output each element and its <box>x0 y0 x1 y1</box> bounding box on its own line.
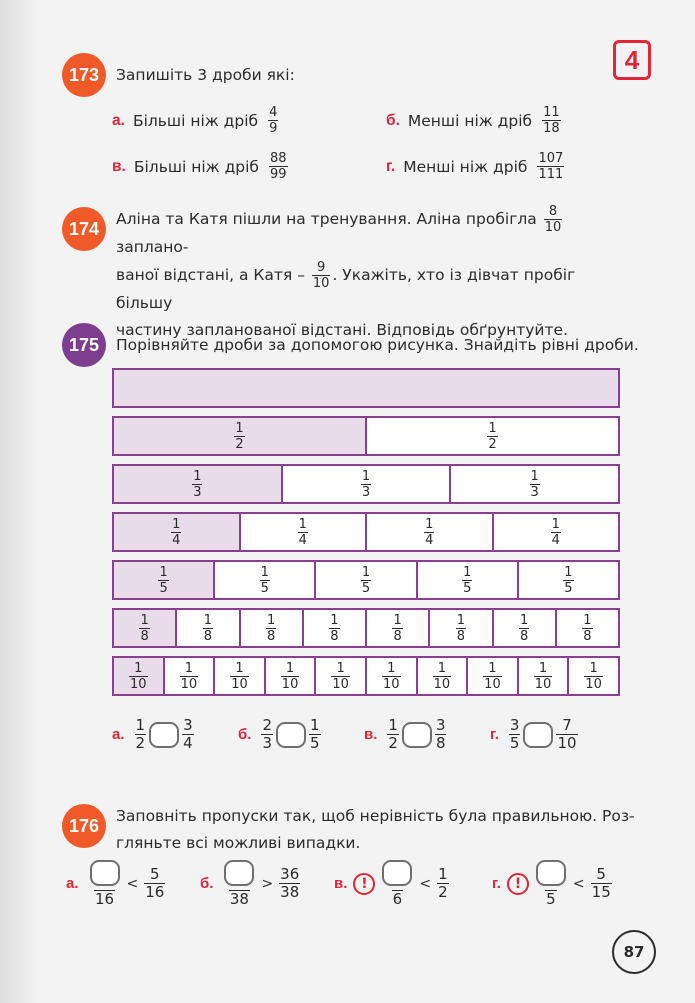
bar-cell <box>451 466 618 502</box>
bar-cell <box>114 514 241 550</box>
inequality-a <box>66 860 167 907</box>
cell-fraction: $\frac{1}{8}$ <box>583 612 592 644</box>
answer-slot[interactable] <box>149 722 179 748</box>
page-gutter-shadow <box>0 0 40 1003</box>
inequality-b <box>200 860 302 907</box>
warning-icon: ! <box>353 873 375 895</box>
bar-cell <box>367 418 618 454</box>
fraction: $\frac{1}{2}$ <box>388 716 398 752</box>
cell-fraction: $\frac{1}{4}$ <box>298 516 307 548</box>
operator: > <box>261 875 274 892</box>
comparison-d <box>490 718 580 751</box>
comparison-c <box>364 718 448 751</box>
task-173-badge: 173 <box>62 53 106 97</box>
cell-fraction: $\frac{1}{2}$ <box>235 420 244 452</box>
fraction: $\frac{5}{16}$ <box>145 865 165 901</box>
fraction-with-slot: 16 <box>89 860 121 907</box>
fraction: $\frac{107}{111}$ <box>538 151 564 182</box>
bar-cell <box>367 658 418 694</box>
bar-cell <box>165 658 216 694</box>
bar-cell <box>418 658 469 694</box>
cell-fraction: $\frac{1}{3}$ <box>361 468 371 500</box>
bar-cell <box>177 610 240 646</box>
fraction: $\frac{8}{10}$ <box>544 204 562 235</box>
item-letter: г. <box>490 726 499 743</box>
item-text: Більші ніж дріб <box>133 157 259 176</box>
task-176-line-1: Заповніть пропуски так, щоб нерівність була правильною. Роз- <box>116 807 635 825</box>
item-letter: а. <box>112 726 125 743</box>
numerator-slot[interactable] <box>224 860 254 886</box>
task-176-badge: 176 <box>62 804 106 848</box>
operator: < <box>126 875 139 892</box>
fraction-bar-2 <box>112 416 620 456</box>
numerator-slot[interactable] <box>536 860 566 886</box>
cell-fraction: $\frac{1}{10}$ <box>281 660 299 692</box>
cell-fraction: $\frac{1}{5}$ <box>564 564 573 596</box>
task-174-badge: 174 <box>62 207 106 251</box>
task-174-text <box>116 205 636 344</box>
bar-cell <box>494 514 619 550</box>
bar-cell <box>316 562 417 598</box>
fraction: $\frac{7}{10}$ <box>557 716 577 752</box>
bar-cell <box>304 610 367 646</box>
cell-fraction: $\frac{1}{8}$ <box>519 612 529 644</box>
task-173-item-c <box>112 152 290 181</box>
fraction: $\frac{1}{2}$ <box>135 716 146 752</box>
fraction: $\frac{3}{4}$ <box>183 716 193 752</box>
cell-fraction: $\frac{1}{4}$ <box>172 516 181 548</box>
cell-fraction: $\frac{1}{10}$ <box>433 660 451 692</box>
item-letter: г. <box>386 157 396 175</box>
answer-slot[interactable] <box>523 722 553 748</box>
fraction-with-slot: 6 <box>381 860 413 907</box>
cell-fraction: $\frac{1}{3}$ <box>530 468 539 500</box>
item-letter: в. <box>334 875 348 892</box>
task-173-text: Запишіть 3 дроби які: <box>116 66 295 84</box>
cell-fraction: $\frac{1}{10}$ <box>534 660 552 692</box>
cell-fraction: $\frac{1}{8}$ <box>456 612 466 644</box>
numerator-slot[interactable] <box>90 860 120 886</box>
cell-fraction: $\frac{1}{10}$ <box>484 660 501 692</box>
page-number: 87 <box>612 930 656 974</box>
task-175-badge: 175 <box>62 323 106 367</box>
fraction-with-slot: 5 <box>535 860 567 907</box>
cell-fraction: $\frac{1}{4}$ <box>551 516 560 548</box>
fraction: $\frac{9}{10}$ <box>312 260 330 291</box>
cell-fraction: $\frac{1}{8}$ <box>393 612 402 644</box>
fraction: $\frac{3}{8}$ <box>435 716 446 752</box>
item-letter: б. <box>238 726 252 743</box>
cell-fraction: $\frac{1}{10}$ <box>231 660 248 692</box>
bar-cell <box>418 562 519 598</box>
whole-bar <box>112 368 620 408</box>
item-letter: а. <box>112 111 125 129</box>
bar-cell <box>241 610 304 646</box>
fraction: $\frac{4}{9}$ <box>269 105 278 136</box>
item-letter: в. <box>112 157 126 175</box>
fraction-bar-8 <box>112 608 620 648</box>
cell-fraction: $\frac{1}{8}$ <box>203 612 213 644</box>
cell-fraction: $\frac{1}{5}$ <box>159 564 168 596</box>
cell-fraction: $\frac{1}{5}$ <box>463 564 472 596</box>
fraction: $\frac{1}{2}$ <box>438 865 448 901</box>
bar-cell <box>519 562 618 598</box>
bar-cell <box>519 658 570 694</box>
bar-cell <box>266 658 317 694</box>
task-173-item-b <box>386 106 563 135</box>
cell-fraction: $\frac{1}{10}$ <box>332 660 349 692</box>
fraction-bar-3 <box>112 464 620 504</box>
task-175-text: Порівняйте дроби за допомогою рисунка. Знайдіть рівні дроби. <box>116 336 639 354</box>
task-173-item-d <box>386 152 566 181</box>
bar-cell <box>430 610 493 646</box>
item-letter: б. <box>386 111 400 129</box>
fraction-bar-4 <box>112 512 620 552</box>
bar-cell <box>114 418 367 454</box>
bar-cell <box>569 658 618 694</box>
bar-cell <box>316 658 367 694</box>
bar-cell <box>114 658 165 694</box>
bar-cell <box>367 610 430 646</box>
bar-cell <box>283 466 452 502</box>
fraction-bar-10 <box>112 656 620 696</box>
cell-fraction: $\frac{1}{5}$ <box>361 564 371 596</box>
item-letter: в. <box>364 726 378 743</box>
cell-fraction: $\frac{1}{10}$ <box>180 660 198 692</box>
item-letter: а. <box>66 875 79 892</box>
task-173-item-a <box>112 106 280 135</box>
cell-fraction: $\frac{1}{8}$ <box>330 612 339 644</box>
comparison-b <box>238 718 323 751</box>
inequality-c <box>334 860 451 907</box>
chapter-badge: 4 <box>613 40 651 80</box>
item-letter: б. <box>200 875 214 892</box>
fraction: $\frac{11}{18}$ <box>543 105 560 136</box>
answer-slot[interactable] <box>276 722 306 748</box>
operator: < <box>419 875 432 892</box>
item-letter: г. <box>492 875 501 892</box>
cell-fraction: $\frac{1}{10}$ <box>382 660 400 692</box>
task-174-line-1: Аліна та Катя пішли на тренування. Аліна пробігла $\frac{8}{10}$ заплано- <box>116 204 562 256</box>
item-text: Менші ніж дріб <box>403 157 528 176</box>
fraction: $\frac{36}{38}$ <box>280 865 300 901</box>
bar-cell <box>215 658 266 694</box>
fraction: $\frac{1}{5}$ <box>309 716 320 752</box>
cell-fraction: $\frac{1}{10}$ <box>130 660 147 692</box>
bar-cell <box>241 514 368 550</box>
fraction-bar-5 <box>112 560 620 600</box>
bar-cell <box>114 610 177 646</box>
cell-fraction: $\frac{1}{3}$ <box>193 468 202 500</box>
task-176-text <box>116 803 646 857</box>
comparison-a <box>112 718 196 751</box>
bar-cell <box>557 610 618 646</box>
cell-fraction: $\frac{1}{8}$ <box>140 612 149 644</box>
answer-slot[interactable] <box>402 722 432 748</box>
cell-fraction: $\frac{1}{2}$ <box>488 420 497 452</box>
bar-cell <box>468 658 519 694</box>
bar-cell <box>494 610 557 646</box>
cell-fraction: $\frac{1}{5}$ <box>260 564 269 596</box>
task-176-line-2: гляньте всі можливі випадки. <box>116 834 361 852</box>
warning-icon: ! <box>507 873 529 895</box>
cell-fraction: $\frac{1}{8}$ <box>266 612 276 644</box>
inequality-d <box>492 860 614 907</box>
operator: < <box>572 875 585 892</box>
bar-cell <box>215 562 316 598</box>
item-text: Більші ніж дріб <box>132 111 259 130</box>
task-174-line-3: частину запланованої відстані. Відповідь обґрунтуйте. <box>116 321 568 339</box>
task-174-line-2: ваної відстані, а Катя – $\frac{9}{10}$ . Укажіть, хто із дівчат пробіг більшу <box>116 260 576 312</box>
bar-cell <box>114 562 215 598</box>
cell-fraction: $\frac{1}{10}$ <box>585 660 602 692</box>
bar-cell <box>114 466 283 502</box>
fraction-with-slot: 38 <box>223 860 255 907</box>
item-text: Менші ніж дріб <box>407 111 533 130</box>
fraction: $\frac{5}{15}$ <box>591 865 611 901</box>
fraction: $\frac{2}{3}$ <box>262 716 272 752</box>
numerator-slot[interactable] <box>382 860 412 886</box>
fraction: $\frac{88}{99}$ <box>270 151 287 182</box>
bar-cell <box>367 514 494 550</box>
cell-fraction: $\frac{1}{4}$ <box>425 516 434 548</box>
fraction: $\frac{3}{5}$ <box>509 716 520 752</box>
